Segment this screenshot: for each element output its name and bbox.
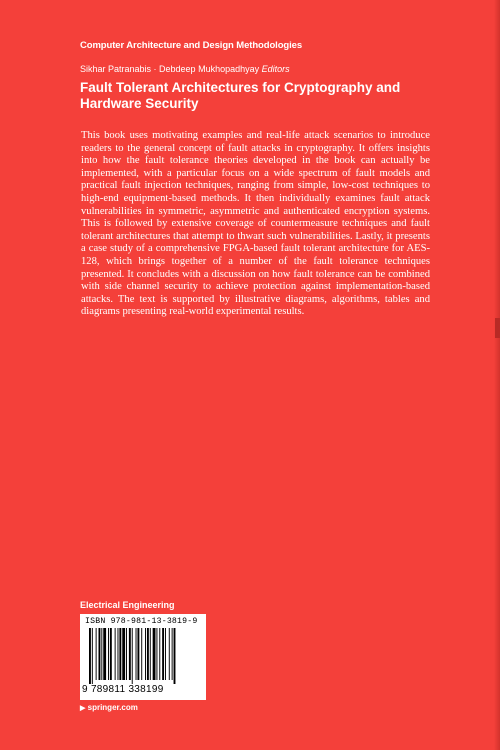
barcode-bar — [99, 628, 101, 680]
barcode-bar — [165, 628, 166, 680]
barcode-bar — [103, 628, 106, 680]
barcode-bar — [129, 628, 131, 680]
spine-mark — [495, 318, 500, 338]
barcode-image — [89, 628, 201, 684]
barcode-bar — [159, 628, 160, 680]
arrow-right-icon: ▶ — [80, 705, 86, 712]
barcode-bar — [108, 628, 109, 680]
barcode-bar — [162, 628, 164, 680]
barcode-bar — [132, 628, 133, 684]
barcode-bar — [119, 628, 121, 680]
barcode-bar — [145, 628, 146, 680]
barcode-bar — [136, 628, 137, 680]
barcode-digits: 9 789811 338199 — [82, 684, 164, 695]
barcode-bar — [122, 628, 125, 680]
barcode-bar — [172, 628, 173, 680]
publisher-link[interactable] — [80, 703, 138, 712]
barcode-bar — [153, 628, 156, 680]
editor-names: Sikhar Patranabis · Debdeep Mukhopadhyay — [80, 64, 260, 74]
editor-role: Editors — [261, 64, 290, 74]
isbn-label: ISBN 978-981-13-3819-9 — [85, 617, 198, 626]
barcode-bar — [156, 628, 157, 680]
publisher-url: springer.com — [87, 703, 138, 712]
book-description: This book uses motivating examples and real-life attack scenarios to introduce readers to the general concept of fault attacks in cryptography. It offers insights into how the fault tolerance theories developed in the book can actually be implemented, with a particular focus on a wide spectrum of fault models and practical fault injection techniques, ranging from simple, low-cost techniques to high-end equipment-based methods. It then individually examines fault attack vulnerabilities in symmetric, asymmetric and authenticated encryption systems. This is followed by extensive coverage of countermeasure techniques and fault tolerant architectures that attempt to thwart such vulnerabilities. Lastly, it presents a case study of a comprehensive FPGA-based fault tolerant architecture for AES-128, which brings together of a number of the fault tolerance techniques presented. It concludes with a discussion on how fault tolerance can be combined with side channel security to achieve protection against implementation-based attacks. The text is supported by illustrative diagrams, algorithms, tables and diagrams presenting real-world experimental results. — [81, 130, 430, 318]
barcode-bar — [174, 628, 176, 684]
series-title: Computer Architecture and Design Methodologies — [80, 40, 303, 51]
barcode-bar — [101, 628, 102, 680]
barcode-bar — [126, 628, 127, 680]
barcode-bar — [141, 628, 142, 680]
barcode-box — [80, 614, 206, 700]
barcode-bar — [89, 628, 91, 684]
barcode-bar — [96, 628, 97, 680]
barcode-bar — [147, 628, 149, 680]
barcode-bar — [115, 628, 116, 680]
barcode-bar — [118, 628, 119, 680]
barcode-bar — [150, 628, 151, 680]
barcode-bar — [92, 628, 93, 684]
barcode-bar — [110, 628, 112, 680]
barcode-bar — [169, 628, 170, 680]
book-title: Fault Tolerant Architectures for Cryptography and Hardware Security — [80, 80, 401, 111]
editors-line — [80, 64, 290, 74]
subject-category: Electrical Engineering — [80, 600, 175, 610]
spine-edge — [494, 0, 500, 750]
barcode-bar — [137, 628, 139, 680]
